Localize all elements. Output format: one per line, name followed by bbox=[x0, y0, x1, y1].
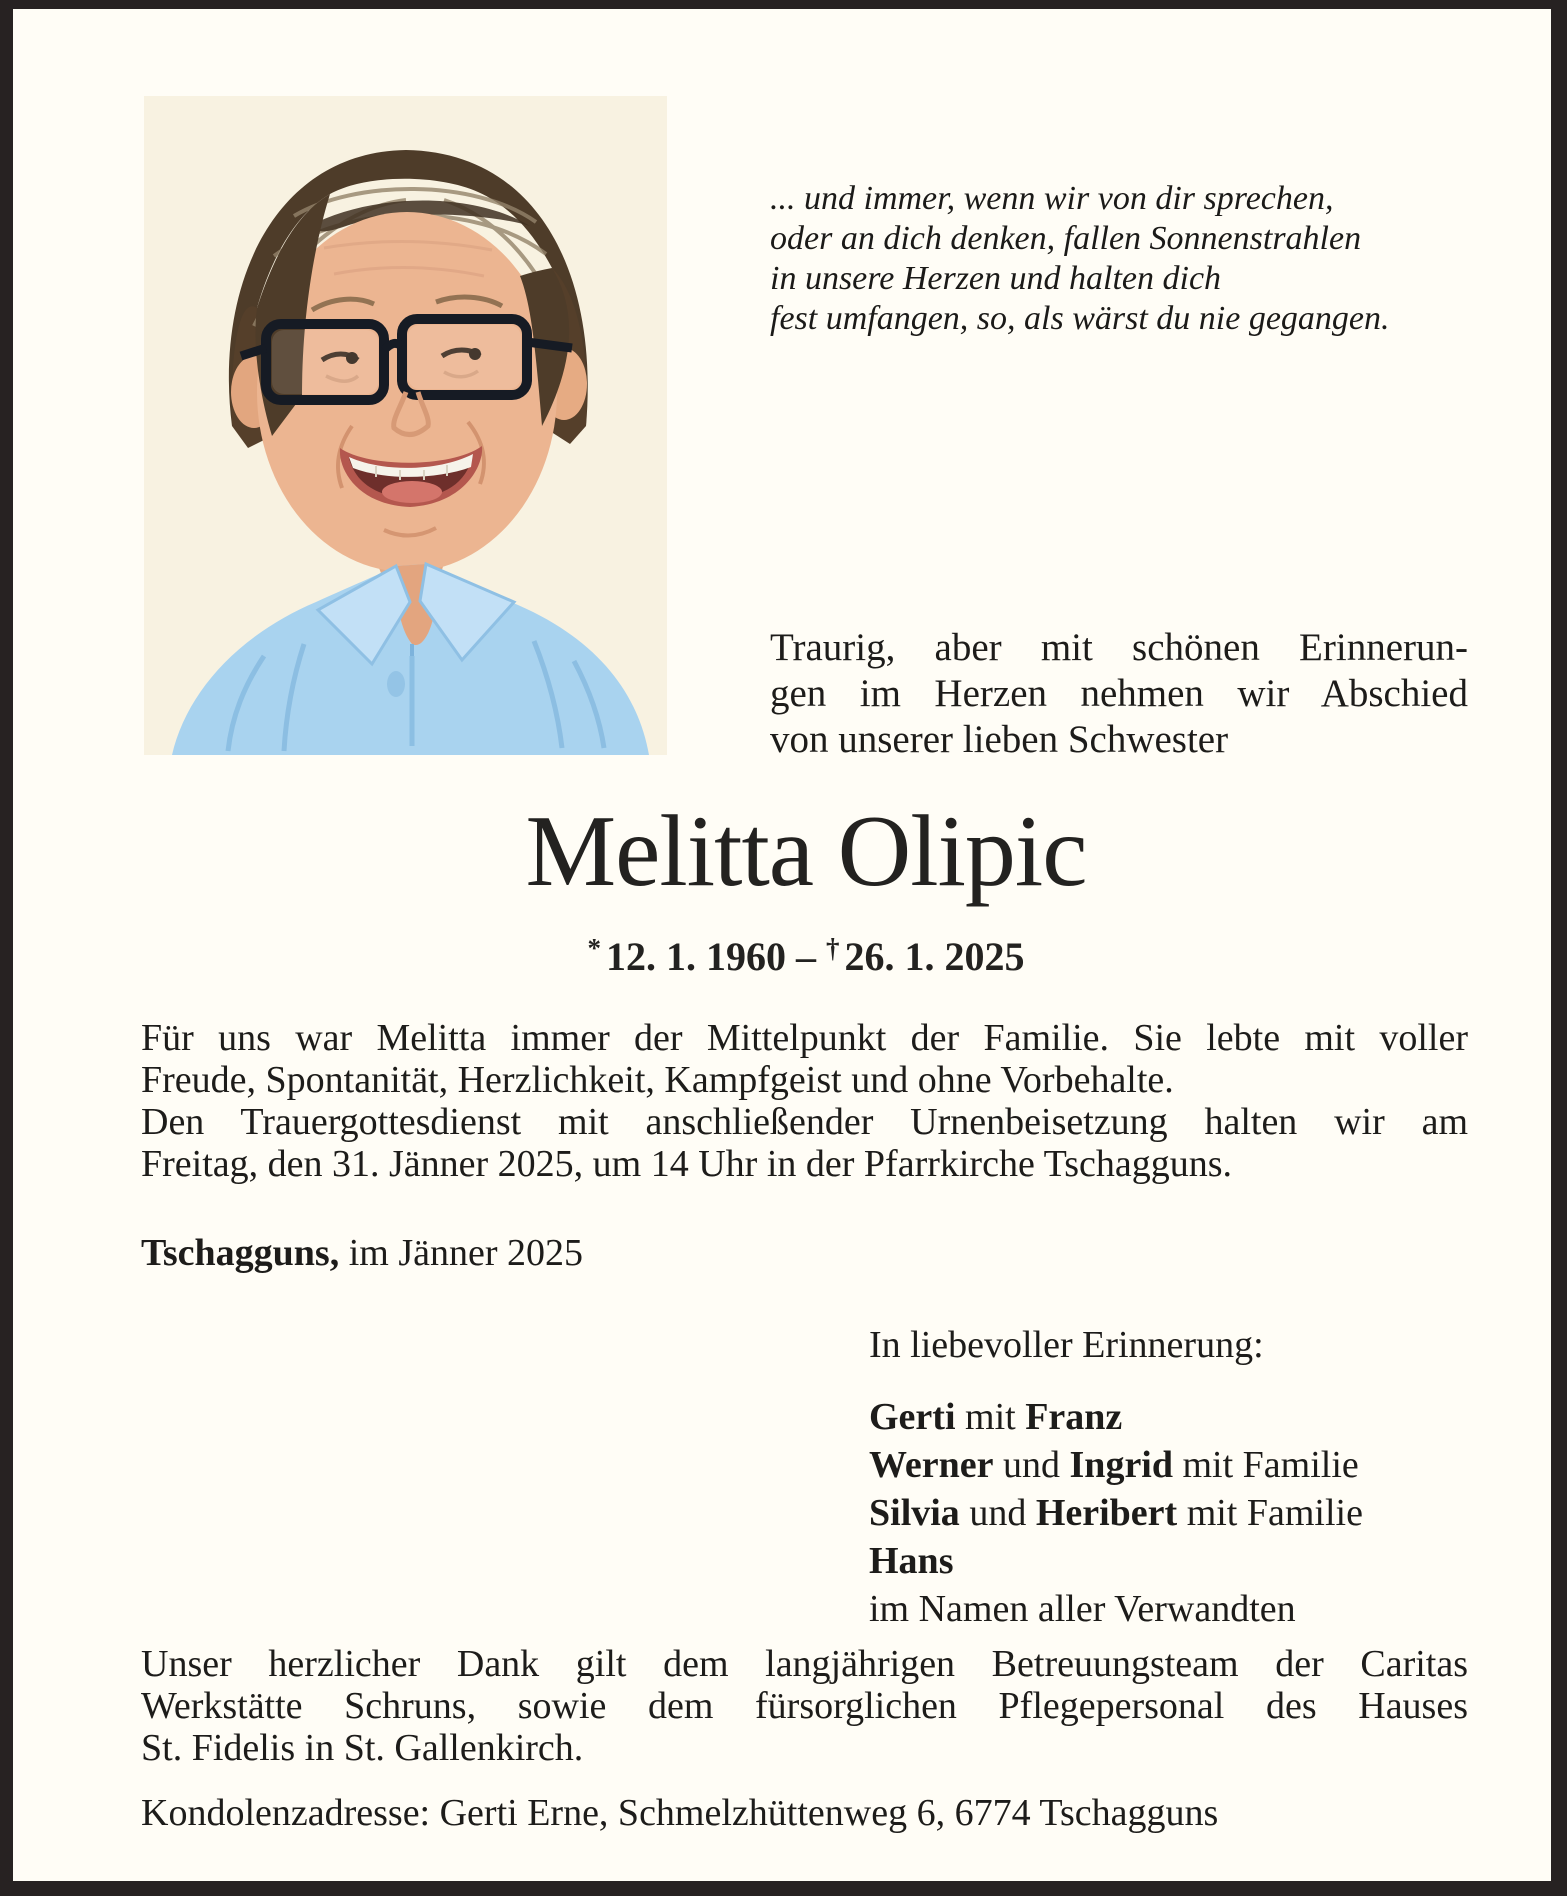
text-line: St. Fidelis in St. Gallenkirch. bbox=[141, 1727, 584, 1769]
condolence-address: Kondolenzadresse: Gerti Erne, Schmelzhüttenweg 6, 6774 Tschagguns bbox=[141, 1792, 1219, 1834]
mourner-line: Hans bbox=[869, 1540, 954, 1582]
text-line: in unsere Herzen und halten dich bbox=[770, 260, 1222, 297]
mourners-heading: In liebevoller Erinnerung: bbox=[869, 1324, 1264, 1366]
text-line: Freude, Spontanität, Herzlichkeit, Kampfgeist und ohne Vorbehalte. bbox=[141, 1059, 1174, 1101]
text-line: Traurig, aber mit schönen Erinnerun- bbox=[770, 626, 1468, 669]
life-dates bbox=[144, 925, 1468, 980]
death-date: 26. 1. 2025 bbox=[844, 934, 1025, 979]
deceased-name: Melitta Olipic bbox=[525, 795, 1087, 908]
text-line: Den Trauergottesdienst mit anschließender Urnenbeisetzung halten wir am bbox=[141, 1101, 1468, 1143]
place-dateline bbox=[141, 1231, 1468, 1275]
mourner-line: im Namen aller Verwandten bbox=[869, 1588, 1296, 1630]
thanks-paragraph bbox=[141, 1643, 1468, 1769]
text-line: gen im Herzen nehmen wir Abschied bbox=[770, 672, 1468, 715]
farewell-intro bbox=[770, 625, 1468, 763]
mourner-line: Gerti mit Franz bbox=[869, 1396, 1123, 1438]
portrait-photo bbox=[144, 96, 667, 755]
date: im Jänner 2025 bbox=[339, 1232, 583, 1274]
text-line: Für uns war Melitta immer der Mittelpunkt der Familie. Sie lebte mit voller bbox=[141, 1017, 1468, 1059]
mourners-list bbox=[869, 1393, 1470, 1633]
memorial-poem bbox=[770, 179, 1470, 339]
mourner-line: Silvia und Heribert mit Familie bbox=[869, 1492, 1363, 1534]
text-line: von unserer lieben Schwester bbox=[770, 718, 1229, 761]
date-separator: – bbox=[796, 934, 816, 979]
obituary-paragraph-1 bbox=[141, 1017, 1468, 1101]
text-line: Freitag, den 31. Jänner 2025, um 14 Uhr in der Pfarrkirche Tschagguns. bbox=[141, 1143, 1232, 1185]
text-line: Unser herzlicher Dank gilt dem langjährigen Betreuungsteam der Caritas bbox=[141, 1643, 1468, 1685]
text-line: ... und immer, wenn wir von dir sprechen, bbox=[770, 180, 1334, 217]
mourners-block bbox=[869, 1321, 1470, 1633]
obituary-paragraph-2 bbox=[141, 1101, 1468, 1185]
mourner-line: Werner und Ingrid mit Familie bbox=[869, 1444, 1359, 1486]
text-line: Werkstätte Schruns, sowie dem fürsorglichen Pflegepersonal des Hauses bbox=[141, 1685, 1468, 1727]
birth-symbol: * bbox=[587, 933, 601, 963]
text-line: fest umfangen, so, als wärst du nie gegangen. bbox=[770, 300, 1390, 337]
death-symbol: † bbox=[826, 933, 840, 963]
place: Tschagguns, bbox=[141, 1232, 340, 1274]
birth-date: 12. 1. 1960 bbox=[606, 934, 786, 979]
text-line: oder an dich denken, fallen Sonnenstrahlen bbox=[770, 220, 1362, 257]
